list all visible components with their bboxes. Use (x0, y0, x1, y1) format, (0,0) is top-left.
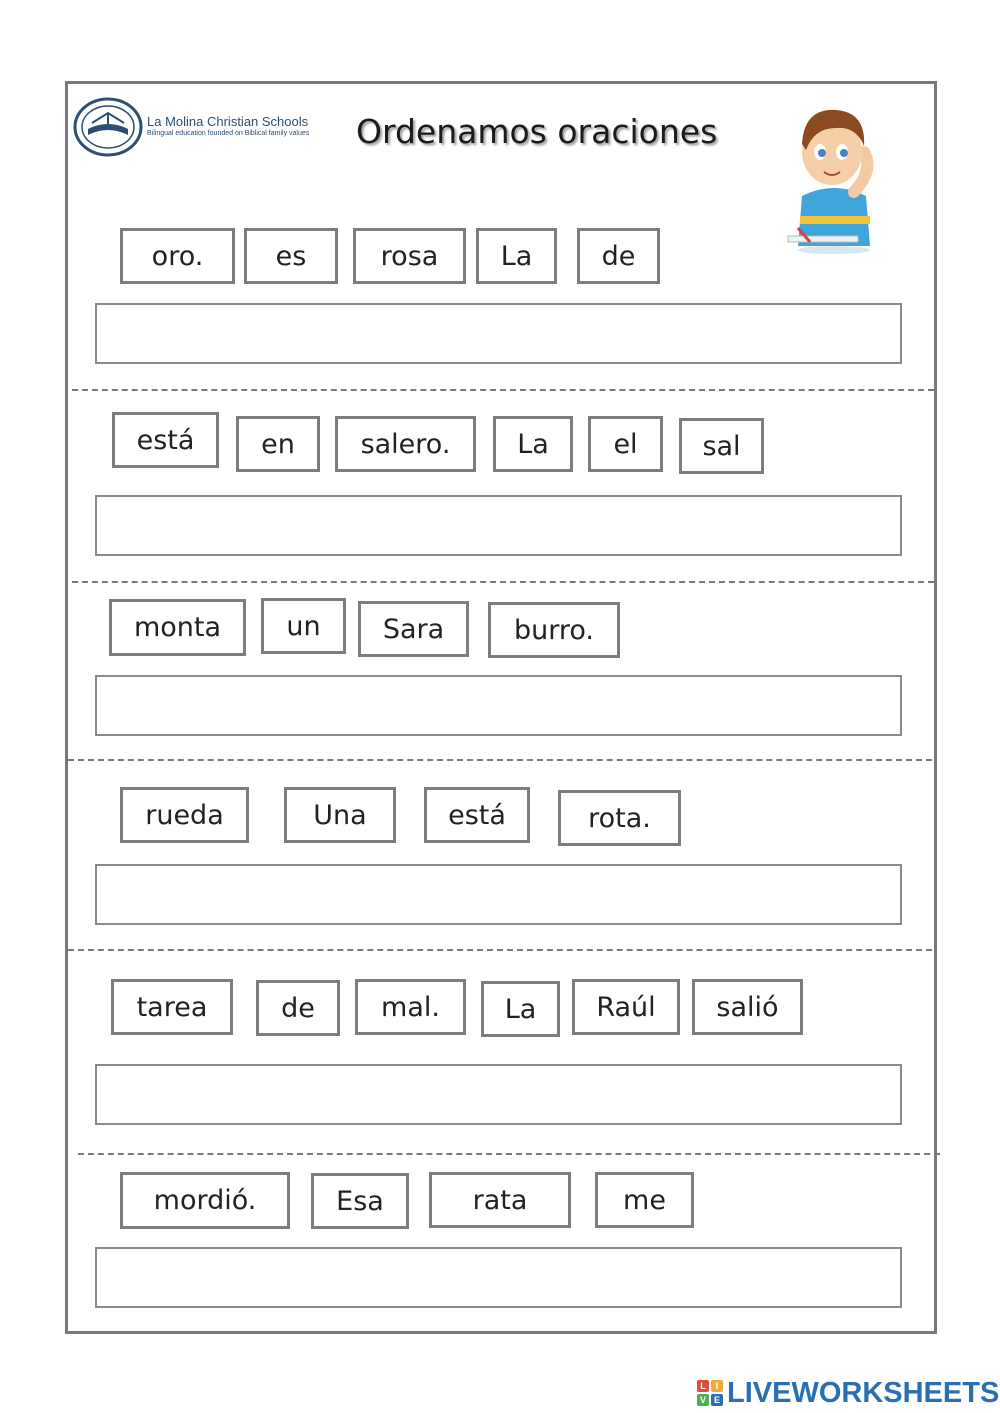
word-tile[interactable]: La (476, 228, 557, 284)
divider (72, 389, 934, 391)
word-tile[interactable]: rata (429, 1172, 571, 1228)
word-tile[interactable]: el (588, 416, 663, 472)
answer-field-4[interactable] (95, 864, 902, 925)
word-tile[interactable]: mal. (355, 979, 466, 1035)
divider (68, 759, 932, 761)
answer-field-6[interactable] (95, 1247, 902, 1308)
word-tile[interactable]: de (577, 228, 660, 284)
word-tile[interactable]: burro. (488, 602, 620, 658)
word-tile[interactable]: Una (284, 787, 396, 843)
word-tile[interactable]: es (244, 228, 338, 284)
divider (72, 581, 934, 583)
liveworksheets-brand (697, 1378, 999, 1408)
school-name: La Molina Christian Schools (147, 114, 309, 129)
word-tile[interactable]: está (424, 787, 530, 843)
word-tile[interactable]: sal (679, 418, 764, 474)
school-tagline: Bilingual education founded on Biblical family values (147, 130, 310, 137)
word-tile[interactable]: Esa (311, 1173, 409, 1229)
answer-field-5[interactable] (95, 1064, 902, 1125)
word-tile[interactable]: en (236, 416, 320, 472)
word-tile[interactable]: oro. (120, 228, 235, 284)
word-tile[interactable]: salió (692, 979, 803, 1035)
word-tile[interactable]: Raúl (572, 979, 680, 1035)
divider (68, 949, 932, 951)
word-tile[interactable]: rueda (120, 787, 249, 843)
page-title: Ordenamos oraciones (356, 112, 718, 151)
word-tile[interactable]: me (595, 1172, 694, 1228)
divider (78, 1153, 940, 1155)
word-tile[interactable]: La (493, 416, 573, 472)
word-tile[interactable]: mordió. (120, 1172, 290, 1229)
word-tile[interactable]: un (261, 598, 346, 654)
word-tile[interactable]: tarea (111, 979, 233, 1035)
brand-text: LIVEWORKSHEETS (727, 1376, 1000, 1409)
answer-field-2[interactable] (95, 495, 902, 556)
word-tile[interactable]: Sara (358, 601, 469, 657)
word-tile[interactable]: monta (109, 599, 246, 656)
word-tile[interactable]: La (481, 981, 560, 1037)
answer-field-1[interactable] (95, 303, 902, 364)
word-tile[interactable]: rosa (353, 228, 466, 284)
liveworksheets-logo-icon: L I V E (697, 1380, 723, 1406)
word-tile[interactable]: está (112, 412, 219, 468)
word-tile[interactable]: salero. (335, 416, 476, 472)
boy-thinking-illustration-icon (784, 100, 884, 256)
answer-field-3[interactable] (95, 675, 902, 736)
word-tile[interactable]: de (256, 980, 340, 1036)
word-tile[interactable]: rota. (558, 790, 681, 846)
